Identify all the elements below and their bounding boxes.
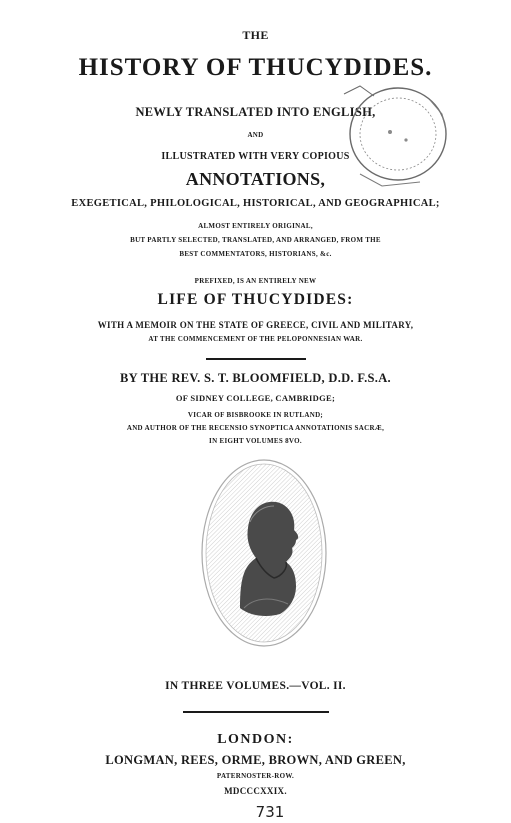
prefixed-line: PREFIXED, IS AN ENTIRELY NEW [194,277,317,285]
divider-rule-bottom [183,711,329,713]
life-heading: LIFE OF THUCYDIDES: [157,291,354,308]
almost-original: ALMOST ENTIRELY ORIGINAL, [198,222,313,230]
author-of-line: AND AUTHOR OF THE RECENSIO SYNOPTICA ANNOTATIONIS SACRÆ, [126,424,385,432]
publisher-line: LONGMAN, REES, ORME, BROWN, AND GREEN, [105,753,406,767]
divider-rule-top [206,358,306,360]
author-line: BY THE REV. S. T. BLOOMFIELD, D.D. F.S.A. [120,371,391,385]
volume-line: IN THREE VOLUMES.—VOL. II. [165,680,346,692]
vicar-line: VICAR OF BISBROOKE IN RUTLAND; [187,411,324,419]
title-the: THE [242,28,269,42]
partly-selected: BUT PARTLY SELECTED, TRANSLATED, AND ARRANGED, FROM THE [130,236,381,244]
best-commentators: BEST COMMENTATORS, HISTORIANS, &c. [179,250,332,258]
annotations-heading: ANNOTATIONS, [185,169,326,189]
college-line: OF SIDNEY COLLEGE, CAMBRIDGE; [175,393,336,403]
annotation-types: EXEGETICAL, PHILOLOGICAL, HISTORICAL, AND GEOGRAPHICAL; [71,198,440,209]
memoir-line: WITH A MEMOIR ON THE STATE OF GREECE, CIVIL AND MILITARY, [97,320,414,330]
and-line: AND [247,131,264,139]
year-line: MDCCCXXIX. [224,786,287,796]
handwritten-shelfmark: 731 [255,803,285,821]
city-line: LONDON: [217,732,294,747]
library-stamp-icon [330,82,450,192]
address-line: PATERNOSTER-ROW. [216,772,295,780]
illustrated-line: ILLUSTRATED WITH VERY COPIOUS [161,151,350,162]
eight-volumes-line: IN EIGHT VOLUMES 8VO. [209,437,302,445]
commencement-line: AT THE COMMENCEMENT OF THE PELOPONNESIAN WAR. [148,335,363,343]
newly-translated: NEWLY TRANSLATED INTO ENGLISH, [135,105,376,119]
main-title: HISTORY OF THUCYDIDES. [78,54,433,81]
thucydides-portrait-medallion [200,458,328,648]
